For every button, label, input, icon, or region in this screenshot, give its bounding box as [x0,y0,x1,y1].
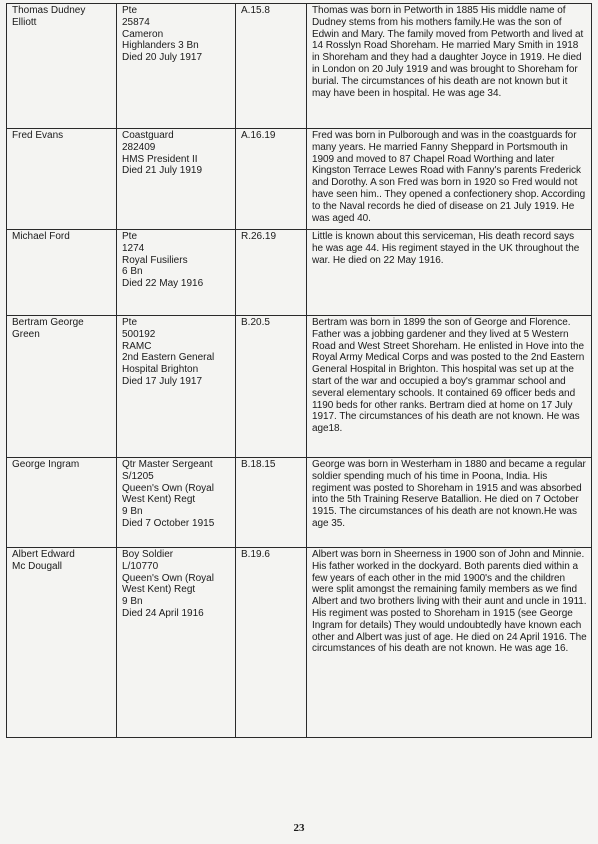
service-detail-line: Coastguard [122,130,174,141]
biography-text: Thomas was born in Petworth in 1885 His middle name of Dudney stems from his mothers family.He was the son of Edwin and Mary. The family moved from Petworth and lived at 14 Rosslyn Road Shoreham. He married Mary Smith in 1918 in Shoreham and they had a daughter Joyce in 1919. He died in London on 20 July 1919 and was brought to Shoreham for burial. The circumstances of his death are not known but it may have been in hospital. He was age 34. [307,4,592,129]
soldier-name: Bertram George Green [7,316,117,458]
entry-row [7,230,592,316]
page-number: 23 [293,822,305,834]
entry-row [7,129,592,230]
biography-text: George was born in Westerham in 1880 and became a regular soldier spending much of his time in Poona, India. His regiment was posted to Shoreham in 1915 and was absorbed into the 5th Training Reserve Batallion. He died on 7 October 1915. The circumstances of his death are not known.He was age 35. [307,458,592,548]
entry-row [7,548,592,738]
biography-text: Bertram was born in 1899 the son of George and Florence. Father was a jobbing gardener and they lived at 5 Western Road and West Street Shoreham. He enlisted in Hove into the Royal Army Medical Corps and was posted to the 2nd Eastern General Hospital in Brighton. This hospital was set up at the start of the war and occupied a boy's grammar school and several elementary schools. It contained 69 officer beds and 1190 beds for other ranks. Bertram died at home on 17 July 1917. The circumstances of his death are not known. He was age18. [307,316,592,458]
soldier-name: Fred Evans [7,129,117,230]
soldier-name: Michael Ford [7,230,117,316]
service-detail-line: 2nd Eastern General [122,352,215,364]
service-detail-line: Highlanders 3 Bn [122,40,199,52]
service-detail-line: Died 7 October 1915 [122,517,215,529]
service-detail-line: Royal Fusiliers [122,254,188,266]
service-detail-line: Queen's Own (Royal [122,572,214,584]
memorial-roll-table [6,3,592,738]
service-detail-line: HMS President II [122,153,198,165]
grave-reference: B.18.15 [236,458,307,548]
service-detail-line: 6 Bn [122,266,143,278]
service-detail-line: 500192 [122,328,156,340]
service-detail-line: Pte [122,5,138,16]
service-detail-line: Died 21 July 1919 [122,165,203,177]
entry-row [7,458,592,548]
biography-text: Fred was born in Pulborough and was in the coastguards for many years. He married Fanny Sheppard in Portsmouth in 1909 and moved to 87 Chapel Road Worthing and later Kingston Terrace Lewes Road with Fanny's parents Frederick and Dorothy. A son Fred was born in 1920 so Fred would not have seen him.. They opened a confectionery shop. According to the Naval records he died of disease on 21 July 1919. He was aged 40. [307,129,592,230]
service-detail-line: 282409 [122,141,156,153]
service-detail-line: Hospital Brighton [122,364,199,376]
biography-text: Little is known about this serviceman, His death record says he was age 44. His regiment stayed in the UK throughout the war. He died on 22 May 1916. [307,230,592,316]
service-detail-line: Pte [122,231,138,242]
service-detail-line: West Kent) Regt [122,584,196,596]
soldier-name: Thomas Dudney Elliott [7,4,117,129]
service-detail-line: Cameron [122,28,164,40]
service-detail-line: Queen's Own (Royal [122,482,214,494]
entry-row [7,316,592,458]
service-detail-line: Died 20 July 1917 [122,52,203,64]
soldier-name: Albert Edward Mc Dougall [7,548,117,738]
service-details [117,129,236,230]
service-details [117,4,236,129]
service-detail-line: 25874 [122,16,150,28]
service-details [117,230,236,316]
service-details [117,458,236,548]
service-detail-line: L/10770 [122,560,159,572]
grave-reference: R.26.19 [236,230,307,316]
service-detail-line: Died 24 April 1916 [122,607,204,619]
grave-reference: A.16.19 [236,129,307,230]
service-details [117,316,236,458]
service-detail-line: West Kent) Regt [122,494,196,506]
biography-text: Albert was born in Sheerness in 1900 son of John and Minnie. His father worked in the dockyard. Both parents died within a few years of each other in the mid 1900's and the children were split amongst the remaining family members as we find Albert and two brothers living with their aunt and uncle in 1911. His regiment was posted to Shoreham in 1915 (see George Ingram for details) They would undoubtedly have known each other and Albert was just of age. He died on 24 April 1916. The circumstances of his death are not known. He was age 16. [307,548,592,738]
grave-reference: A.15.8 [236,4,307,129]
service-detail-line: RAMC [122,340,152,352]
service-detail-line: Qtr Master Sergeant [122,459,213,470]
entry-row [7,4,592,129]
service-detail-line: Pte [122,317,138,328]
service-detail-line: Boy Soldier [122,549,174,560]
service-details [117,548,236,738]
service-detail-line: 9 Bn [122,596,143,608]
grave-reference: B.20.5 [236,316,307,458]
service-detail-line: Died 22 May 1916 [122,278,204,290]
grave-reference: B.19.6 [236,548,307,738]
service-detail-line: S/1205 [122,470,154,482]
service-detail-line: 9 Bn [122,506,143,518]
service-detail-line: Died 17 July 1917 [122,375,203,387]
memorial-roll-body [7,4,592,738]
service-detail-line: 1274 [122,242,145,254]
soldier-name: George Ingram [7,458,117,548]
